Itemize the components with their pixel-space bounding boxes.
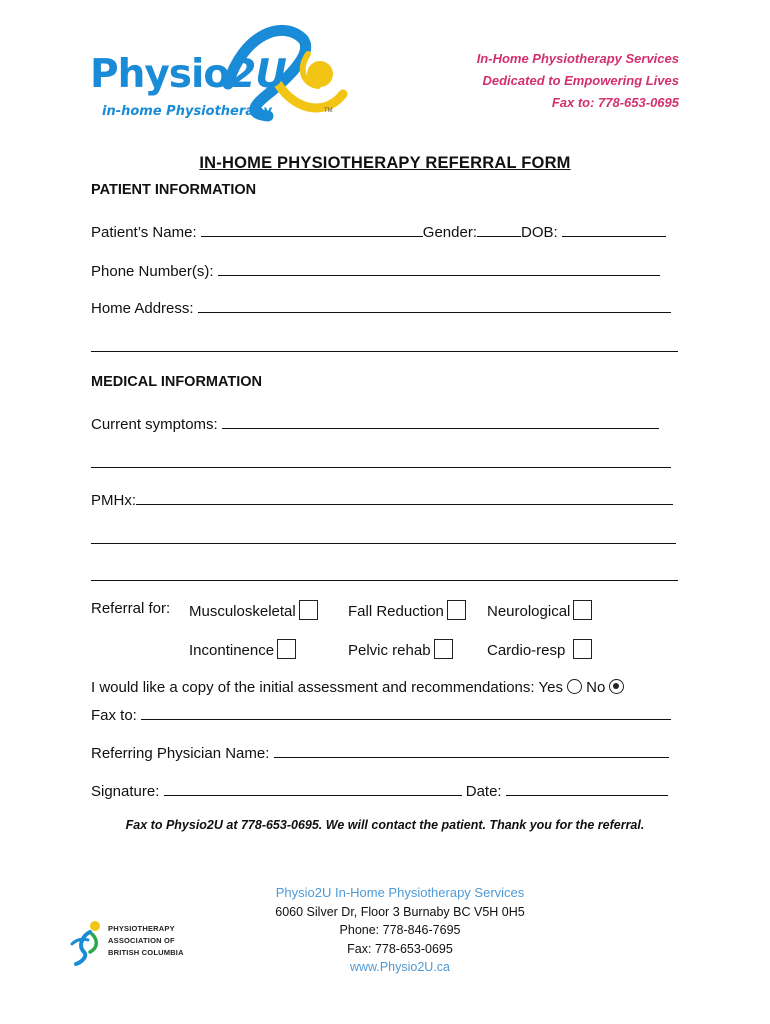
- pabc-figure-icon: [68, 918, 108, 966]
- signature-row: [91, 781, 668, 800]
- referral-option-neurological: [487, 600, 592, 620]
- no-label: No: [586, 679, 606, 696]
- logo-tm: TM: [324, 108, 333, 114]
- logo-brand-mark: 2U: [229, 52, 286, 97]
- footer-phone: Phone: 778-846-7695: [339, 923, 461, 937]
- no-radio[interactable]: [609, 679, 624, 694]
- signature-field[interactable]: [164, 781, 462, 796]
- patient-name-field[interactable]: [201, 222, 423, 237]
- phone-row: [91, 261, 660, 280]
- address-label: Home Address:: [91, 300, 194, 317]
- address-row: [91, 298, 671, 317]
- copy-request-row: [91, 679, 624, 696]
- pmhx-row-3: [91, 566, 678, 585]
- logo-brand-text: Physio: [90, 52, 230, 97]
- address-field[interactable]: [198, 298, 671, 313]
- fall-reduction-label: Fall Reduction: [348, 603, 444, 620]
- pmhx-label: PMHx:: [91, 492, 136, 509]
- patient-name-row: [91, 222, 666, 241]
- musculoskeletal-label: Musculoskeletal: [189, 603, 296, 620]
- fax-field[interactable]: [141, 705, 671, 720]
- address-field-2[interactable]: [91, 337, 678, 352]
- date-field[interactable]: [506, 781, 668, 796]
- gender-label: Gender:: [422, 224, 477, 241]
- address-row-2: [91, 337, 678, 356]
- date-label: Date:: [465, 783, 502, 800]
- pelvic-rehab-checkbox[interactable]: [434, 639, 453, 659]
- referral-option-cardio-resp: [487, 639, 592, 659]
- referral-option-pelvic-rehab: [348, 639, 453, 659]
- pmhx-field[interactable]: [136, 490, 673, 505]
- footer-contact: [200, 884, 600, 977]
- incontinence-label: Incontinence: [189, 642, 275, 659]
- neurological-checkbox[interactable]: [573, 600, 592, 620]
- cardio-resp-checkbox[interactable]: [573, 639, 592, 659]
- fall-reduction-checkbox[interactable]: [447, 600, 466, 620]
- physio2u-logo: [88, 14, 348, 129]
- incontinence-checkbox[interactable]: [277, 639, 296, 659]
- symptoms-field[interactable]: [222, 414, 659, 429]
- pmhx-row-2: [91, 529, 676, 548]
- physician-label: Referring Physician Name:: [91, 745, 270, 762]
- yes-radio[interactable]: [567, 679, 582, 694]
- referral-option-incontinence: [189, 639, 296, 659]
- pabc-text: [108, 923, 184, 959]
- signature-label: Signature:: [91, 783, 160, 800]
- cardio-resp-label: Cardio-resp: [487, 642, 566, 659]
- copy-question: I would like a copy of the initial assessment and recommendations:: [91, 679, 535, 696]
- header-info: [477, 48, 679, 114]
- header-fax: Fax to: 778-653-0695: [551, 95, 679, 110]
- header-line-2: Dedicated to Empowering Lives: [482, 73, 679, 88]
- symptoms-row-2: [91, 453, 671, 472]
- fax-row: [91, 705, 671, 724]
- fax-label: Fax to:: [91, 707, 137, 724]
- patient-name-label: Patient’s Name:: [91, 224, 197, 241]
- logo-wordmark: [90, 52, 286, 97]
- pabc-logo: [68, 918, 208, 968]
- referral-option-fall-reduction: [348, 600, 466, 620]
- pmhx-field-2[interactable]: [91, 529, 676, 544]
- dob-field[interactable]: [562, 222, 666, 237]
- footer-website-link[interactable]: www.Physio2U.ca: [349, 960, 451, 974]
- symptoms-field-2[interactable]: [91, 453, 671, 468]
- pabc-line-2: ASSOCIATION OF: [108, 936, 175, 945]
- form-title: IN-HOME PHYSIOTHERAPY REFERRAL FORM: [199, 154, 571, 172]
- symptoms-row: [91, 414, 659, 433]
- pmhx-field-3[interactable]: [91, 566, 678, 581]
- symptoms-label: Current symptoms:: [91, 416, 218, 433]
- phone-label: Phone Number(s):: [91, 263, 214, 280]
- musculoskeletal-checkbox[interactable]: [299, 600, 318, 620]
- medical-info-heading: MEDICAL INFORMATION: [91, 374, 263, 390]
- phone-field[interactable]: [218, 261, 660, 276]
- footer-company: Physio2U In-Home Physiotherapy Services: [275, 885, 525, 900]
- dob-label: DOB:: [520, 224, 558, 241]
- neurological-label: Neurological: [487, 603, 571, 620]
- physician-field[interactable]: [274, 743, 669, 758]
- pabc-line-1: PHYSIOTHERAPY: [108, 924, 175, 933]
- referral-option-musculoskeletal: [189, 600, 318, 620]
- footer-fax: Fax: 778-653-0695: [347, 941, 453, 956]
- patient-info-heading: PATIENT INFORMATION: [91, 182, 257, 198]
- gender-field[interactable]: [477, 222, 521, 237]
- yes-label: Yes: [538, 679, 563, 696]
- physician-row: [91, 743, 669, 762]
- footer-address: 6060 Silver Dr, Floor 3 Burnaby BC V5H 0H5: [275, 904, 525, 919]
- header-line-1: In-Home Physiotherapy Services: [476, 51, 679, 66]
- pabc-line-3: BRITISH COLUMBIA: [108, 948, 184, 957]
- pelvic-rehab-label: Pelvic rehab: [348, 642, 431, 659]
- pmhx-row: [91, 490, 673, 509]
- logo-tagline: in-home Physiotherapy: [102, 104, 272, 119]
- fax-note: Fax to Physio2U at 778-653-0695. We will contact the patient. Thank you for the referral.: [125, 818, 645, 832]
- referral-label: Referral for:: [91, 600, 171, 617]
